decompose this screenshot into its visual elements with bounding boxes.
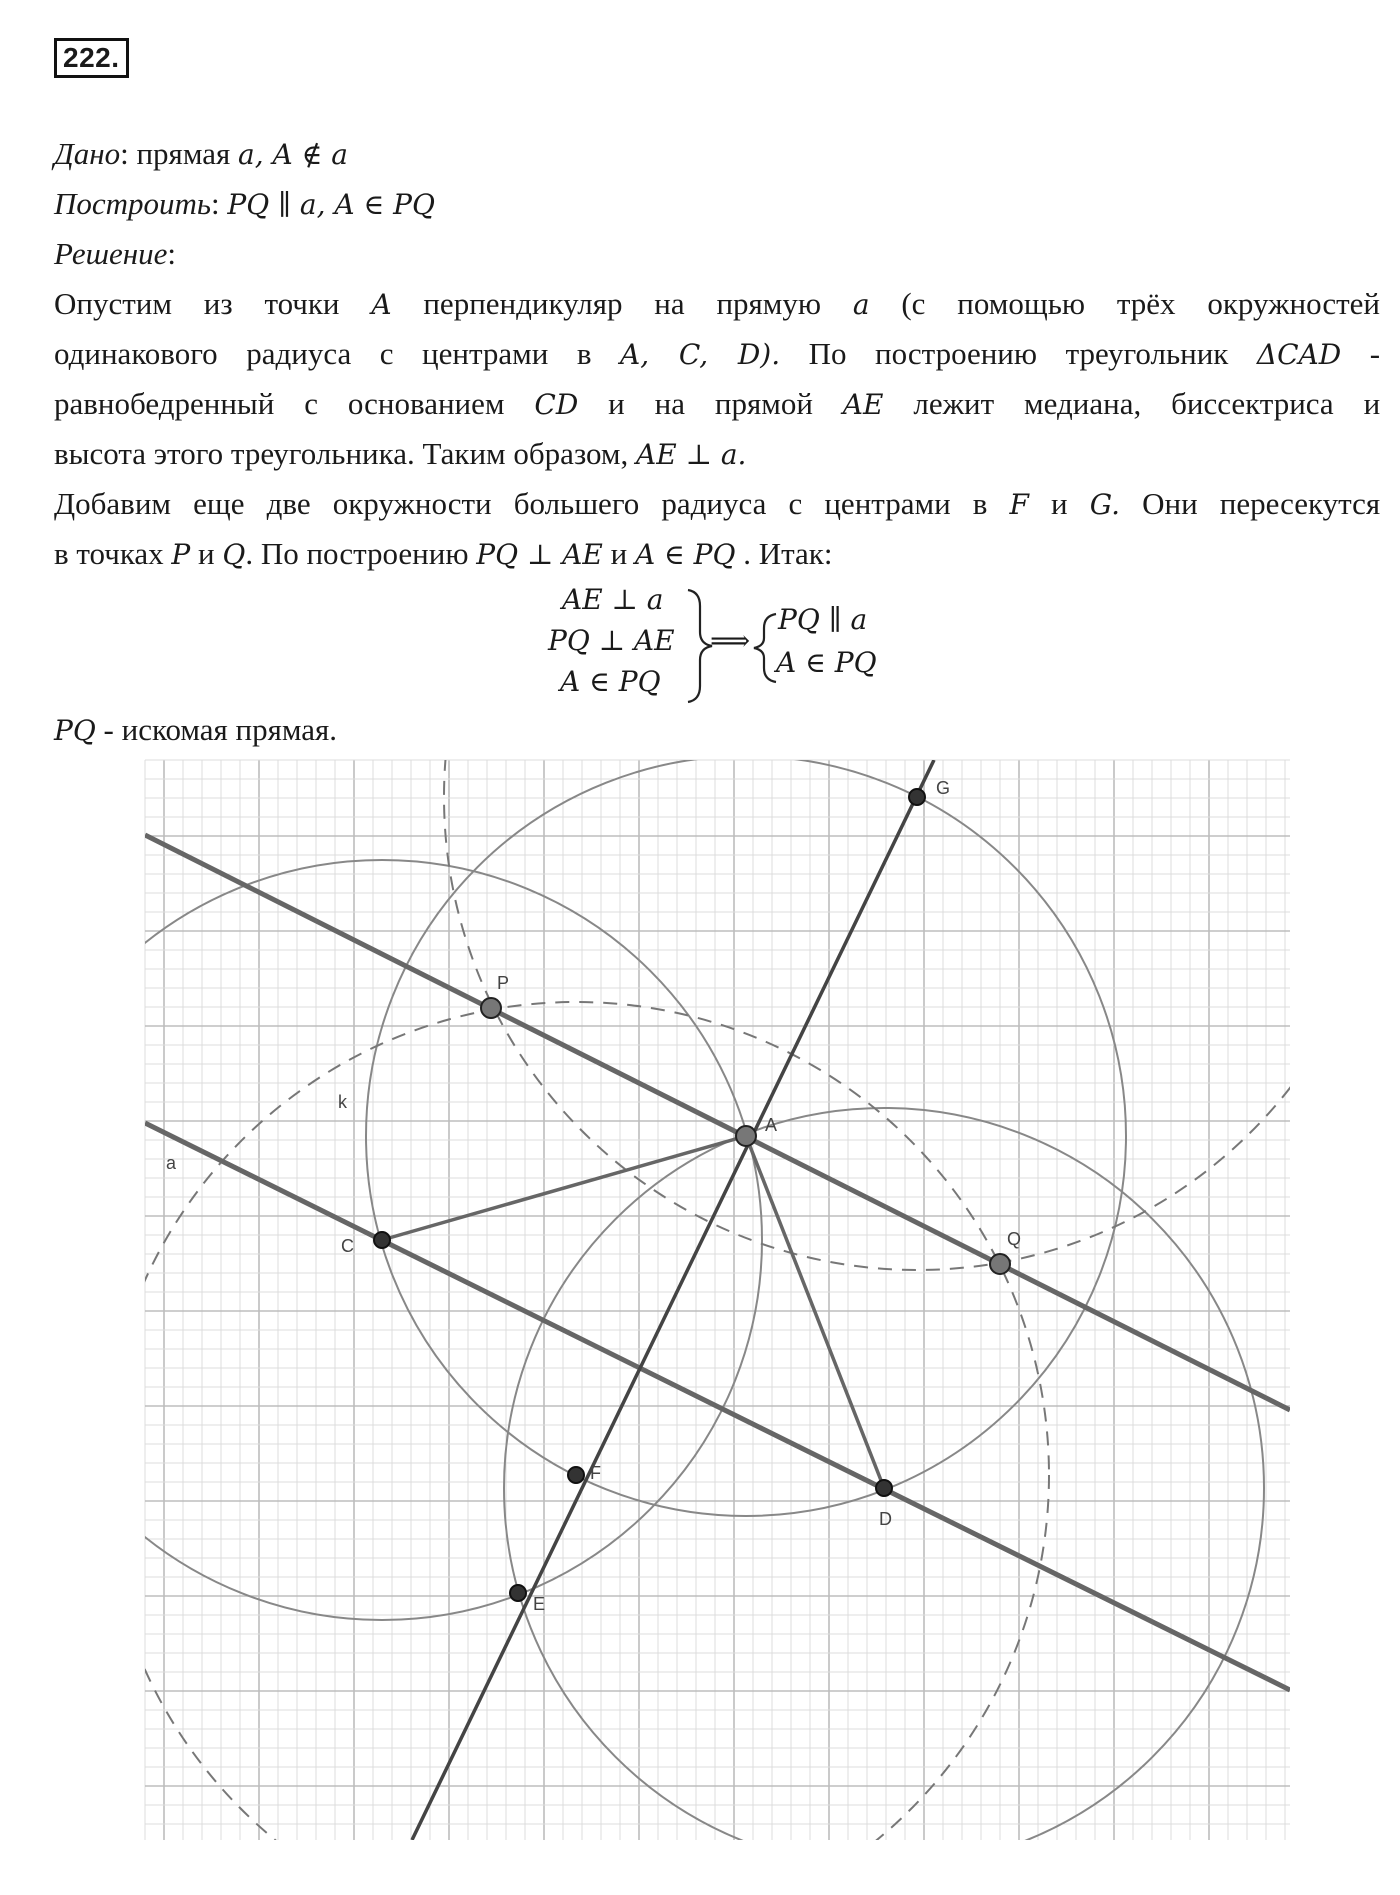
math-A: A (371, 288, 392, 321)
word: прямую (716, 286, 822, 321)
segment-AD (746, 1136, 884, 1488)
label-F: F (590, 1463, 601, 1483)
math-PQ-perp-AE: PQ ⊥ AE (476, 538, 603, 571)
word: на (654, 386, 685, 421)
given-math: a, A ∉ a (238, 138, 348, 171)
word: медиана, (1024, 386, 1142, 421)
word: По (808, 336, 847, 371)
word: (с (901, 286, 926, 321)
word: из (203, 286, 233, 321)
text-segment: в точках (54, 536, 172, 571)
word: Добавим (54, 486, 172, 521)
construct-math: PQ ∥ a, A ∈ PQ (227, 188, 435, 221)
math-P: P (171, 538, 191, 571)
word: и (608, 386, 625, 421)
word: помощью (957, 286, 1086, 321)
solution-label: Решение (54, 236, 168, 271)
word: прямой (714, 386, 813, 421)
segment-AC (382, 1136, 746, 1240)
system-left-2: PQ ⊥ AE (548, 624, 675, 657)
word: радиуса (661, 486, 767, 521)
word: трёх (1116, 286, 1176, 321)
text-segment: и (190, 536, 223, 571)
system-left-3: A ∈ PQ (560, 665, 661, 698)
circle-center-F (103, 1002, 1049, 1895)
word: с (379, 336, 394, 371)
word: лежит (913, 386, 995, 421)
math-A-in-PQ: A ∈ PQ (634, 538, 736, 571)
solution-colon: : (167, 236, 176, 271)
para1-line4-text: высота этого треугольника. Таким образом, (54, 436, 637, 471)
math-AE-perp-a: AE ⊥ a. (636, 438, 747, 471)
label-Q: Q (1007, 1229, 1022, 1249)
point-F (568, 1467, 584, 1483)
word: две (266, 486, 311, 521)
word: еще (193, 486, 245, 521)
word: с (788, 486, 803, 521)
point-E (510, 1585, 526, 1601)
word: радиуса (246, 336, 352, 371)
label-D: D (879, 1509, 892, 1529)
math-PQ: PQ (54, 714, 96, 747)
word: окружности (332, 486, 492, 521)
text-segment: . По построению (245, 536, 477, 571)
label-E: E (533, 1594, 546, 1614)
word: Опустим (54, 286, 172, 321)
label-P: P (497, 973, 510, 993)
line-PQ (145, 835, 1290, 1410)
label-A: A (765, 1115, 778, 1135)
math-AE: AE (842, 388, 884, 421)
line-AE (412, 760, 934, 1840)
problem-number: 222. (54, 38, 129, 78)
point-G (909, 789, 925, 805)
construct-label: Построить (54, 186, 212, 221)
point-A (736, 1126, 756, 1146)
text-segment: и (602, 536, 635, 571)
label-k: k (338, 1092, 347, 1112)
word: равнобедренный (54, 386, 275, 421)
word: построению (875, 336, 1038, 371)
word: с (304, 386, 318, 421)
text-segment: . Итак: (735, 536, 833, 571)
word: и (1363, 386, 1381, 421)
math-ACD: A, C, D). (620, 338, 781, 371)
math-CD: CD (534, 388, 579, 421)
word: на (654, 286, 685, 321)
system-left-1: AE ⊥ a (562, 583, 664, 616)
word: точки (264, 286, 340, 321)
word: пересекутся (1219, 486, 1381, 521)
word: одинакового (54, 336, 218, 371)
word: и (1051, 486, 1068, 521)
word: в (972, 486, 988, 521)
word: центрами (824, 486, 951, 521)
conclusion-text: - искомая прямая. (95, 712, 338, 747)
word: центрами (422, 336, 549, 371)
word: большего (513, 486, 640, 521)
word: основанием (347, 386, 505, 421)
point-Q (990, 1254, 1010, 1274)
given-text: : прямая (120, 136, 238, 171)
math-F: F (1009, 488, 1029, 521)
label-a: a (166, 1153, 177, 1173)
word: в (576, 336, 592, 371)
label-G: G (936, 778, 951, 798)
word: Они (1142, 486, 1198, 521)
math-G: G. (1089, 488, 1121, 521)
given-label: Дано (54, 136, 121, 171)
word: треугольник (1065, 336, 1229, 371)
word: - (1369, 336, 1381, 371)
point-C (374, 1232, 390, 1248)
word: окружностей (1207, 286, 1381, 321)
word: перпендикуляр (423, 286, 623, 321)
math-a: a (852, 288, 870, 321)
point-D (876, 1480, 892, 1496)
point-P (481, 998, 501, 1018)
system-right-1: PQ ∥ a (778, 603, 868, 636)
system-right-2: A ∈ PQ (776, 646, 877, 679)
math-CAD: ΔCAD (1256, 338, 1342, 371)
math-Q: Q (222, 538, 246, 571)
implies-arrow: ⟹ (710, 624, 751, 657)
construct-text: : (211, 186, 228, 221)
label-C: C (341, 1236, 354, 1256)
word: биссектриса (1171, 386, 1334, 421)
